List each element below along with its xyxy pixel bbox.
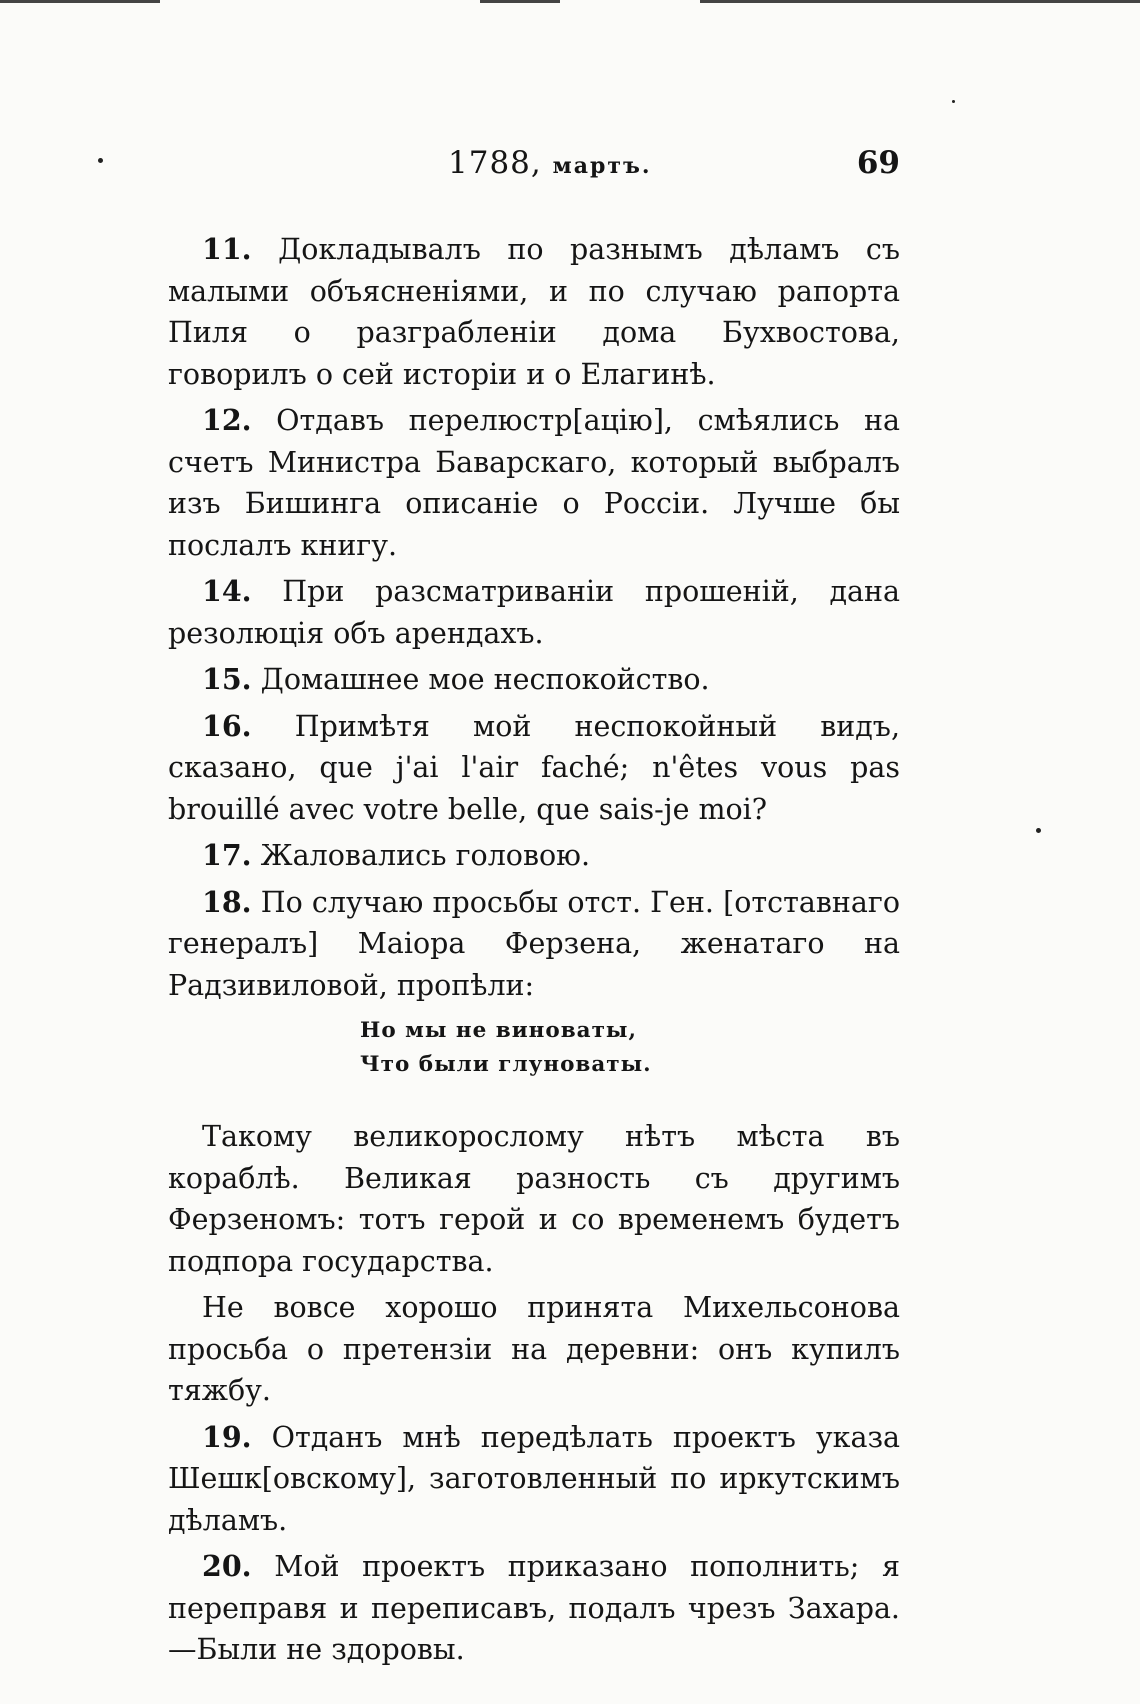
verse-quote (360, 1014, 900, 1082)
verse-line: Но мы не виноваты, (360, 1018, 637, 1043)
diary-entry (168, 571, 900, 654)
diary-entry (168, 659, 900, 701)
header-year: 1788, (448, 145, 542, 181)
entry-text: Докладывалъ по разнымъ дѣламъ съ малыми объясненіями, и по случаю рапорта Пиля о разграбленіи дома Бухвостова, говорилъ о сей исторіи и о Елагинѣ. (168, 233, 901, 391)
top-scan-rule (0, 0, 160, 3)
entries-after-verse (168, 1116, 900, 1671)
entry-date-number: 11. (202, 232, 252, 266)
entry-date-number: 17. (202, 838, 252, 872)
entry-date-number: 12. (202, 403, 252, 437)
diary-entry (168, 229, 900, 395)
print-speck (952, 100, 955, 103)
body-text (168, 229, 900, 1671)
page (168, 145, 900, 1676)
entry-text: Отданъ мнѣ передѣлать проектъ указа Шешк[овскому], заготовленный по иркутскимъ дѣламъ. (168, 1420, 900, 1537)
diary-entry (168, 882, 900, 1007)
print-speck (98, 158, 103, 163)
diary-entry (168, 1287, 900, 1412)
diary-entry (168, 1546, 900, 1671)
entry-text: Жаловались головою. (260, 839, 591, 872)
header-title (448, 145, 652, 181)
entry-date-number: 18. (202, 884, 252, 919)
entry-date-number: 19. (202, 1419, 252, 1454)
entry-date-number: 16. (202, 708, 252, 743)
diary-entry (168, 1116, 900, 1282)
entry-date-number: 14. (202, 574, 252, 608)
entry-text: Такому великорослому нѣтъ мѣста въ кораблѣ. Великая разность съ другимъ Ферзеномъ: тотъ герой и со временемъ будетъ подпора государства. (168, 1120, 900, 1278)
page-number: 69 (856, 145, 900, 181)
top-scan-rule (700, 0, 1140, 3)
diary-entry (168, 706, 900, 831)
diary-entry (168, 835, 900, 877)
entry-text: По случаю просьбы отст. Ген. [отставнаго генералъ] Маіора Ферзена, женатаго на Радзивиловой, пропѣли: (168, 885, 900, 1002)
entry-text: Примѣтя мой неспокойный видъ, сказано, que j'ai l'air faché; n'êtes vous pas brouillé avec votre belle, que sais-je moi? (168, 709, 900, 826)
header-month: мартъ. (552, 153, 652, 179)
top-scan-rule (480, 0, 560, 3)
entry-text: Домашнее мое неспокойство. (260, 663, 710, 696)
print-speck (1036, 828, 1041, 833)
verse-line: Что были глуноваты. (360, 1052, 652, 1077)
entry-date-number: 20. (202, 1549, 252, 1583)
diary-entry (168, 400, 900, 566)
entry-text: При разсматриваніи прошеній, дана резолюція объ арендахъ. (168, 575, 900, 650)
entry-text: Отдавъ перелюстр[ацію], смѣялись на счетъ Министра Баварскаго, который выбралъ изъ Бишинга описаніе о Россіи. Лучше бы послалъ книгу. (168, 404, 900, 562)
entry-date-number: 15. (202, 662, 252, 696)
entry-text: Не вовсе хорошо принята Михельсонова просьба о претензіи на деревни: онъ купилъ тяжбу. (168, 1291, 900, 1407)
diary-entry (168, 1417, 900, 1542)
entries-before-verse (168, 229, 900, 1006)
entry-text: Мой проектъ приказано пополнить; я переправя и переписавъ, подалъ чрезъ Захара.—Были не здоровы. (168, 1550, 901, 1666)
running-header (168, 145, 900, 189)
